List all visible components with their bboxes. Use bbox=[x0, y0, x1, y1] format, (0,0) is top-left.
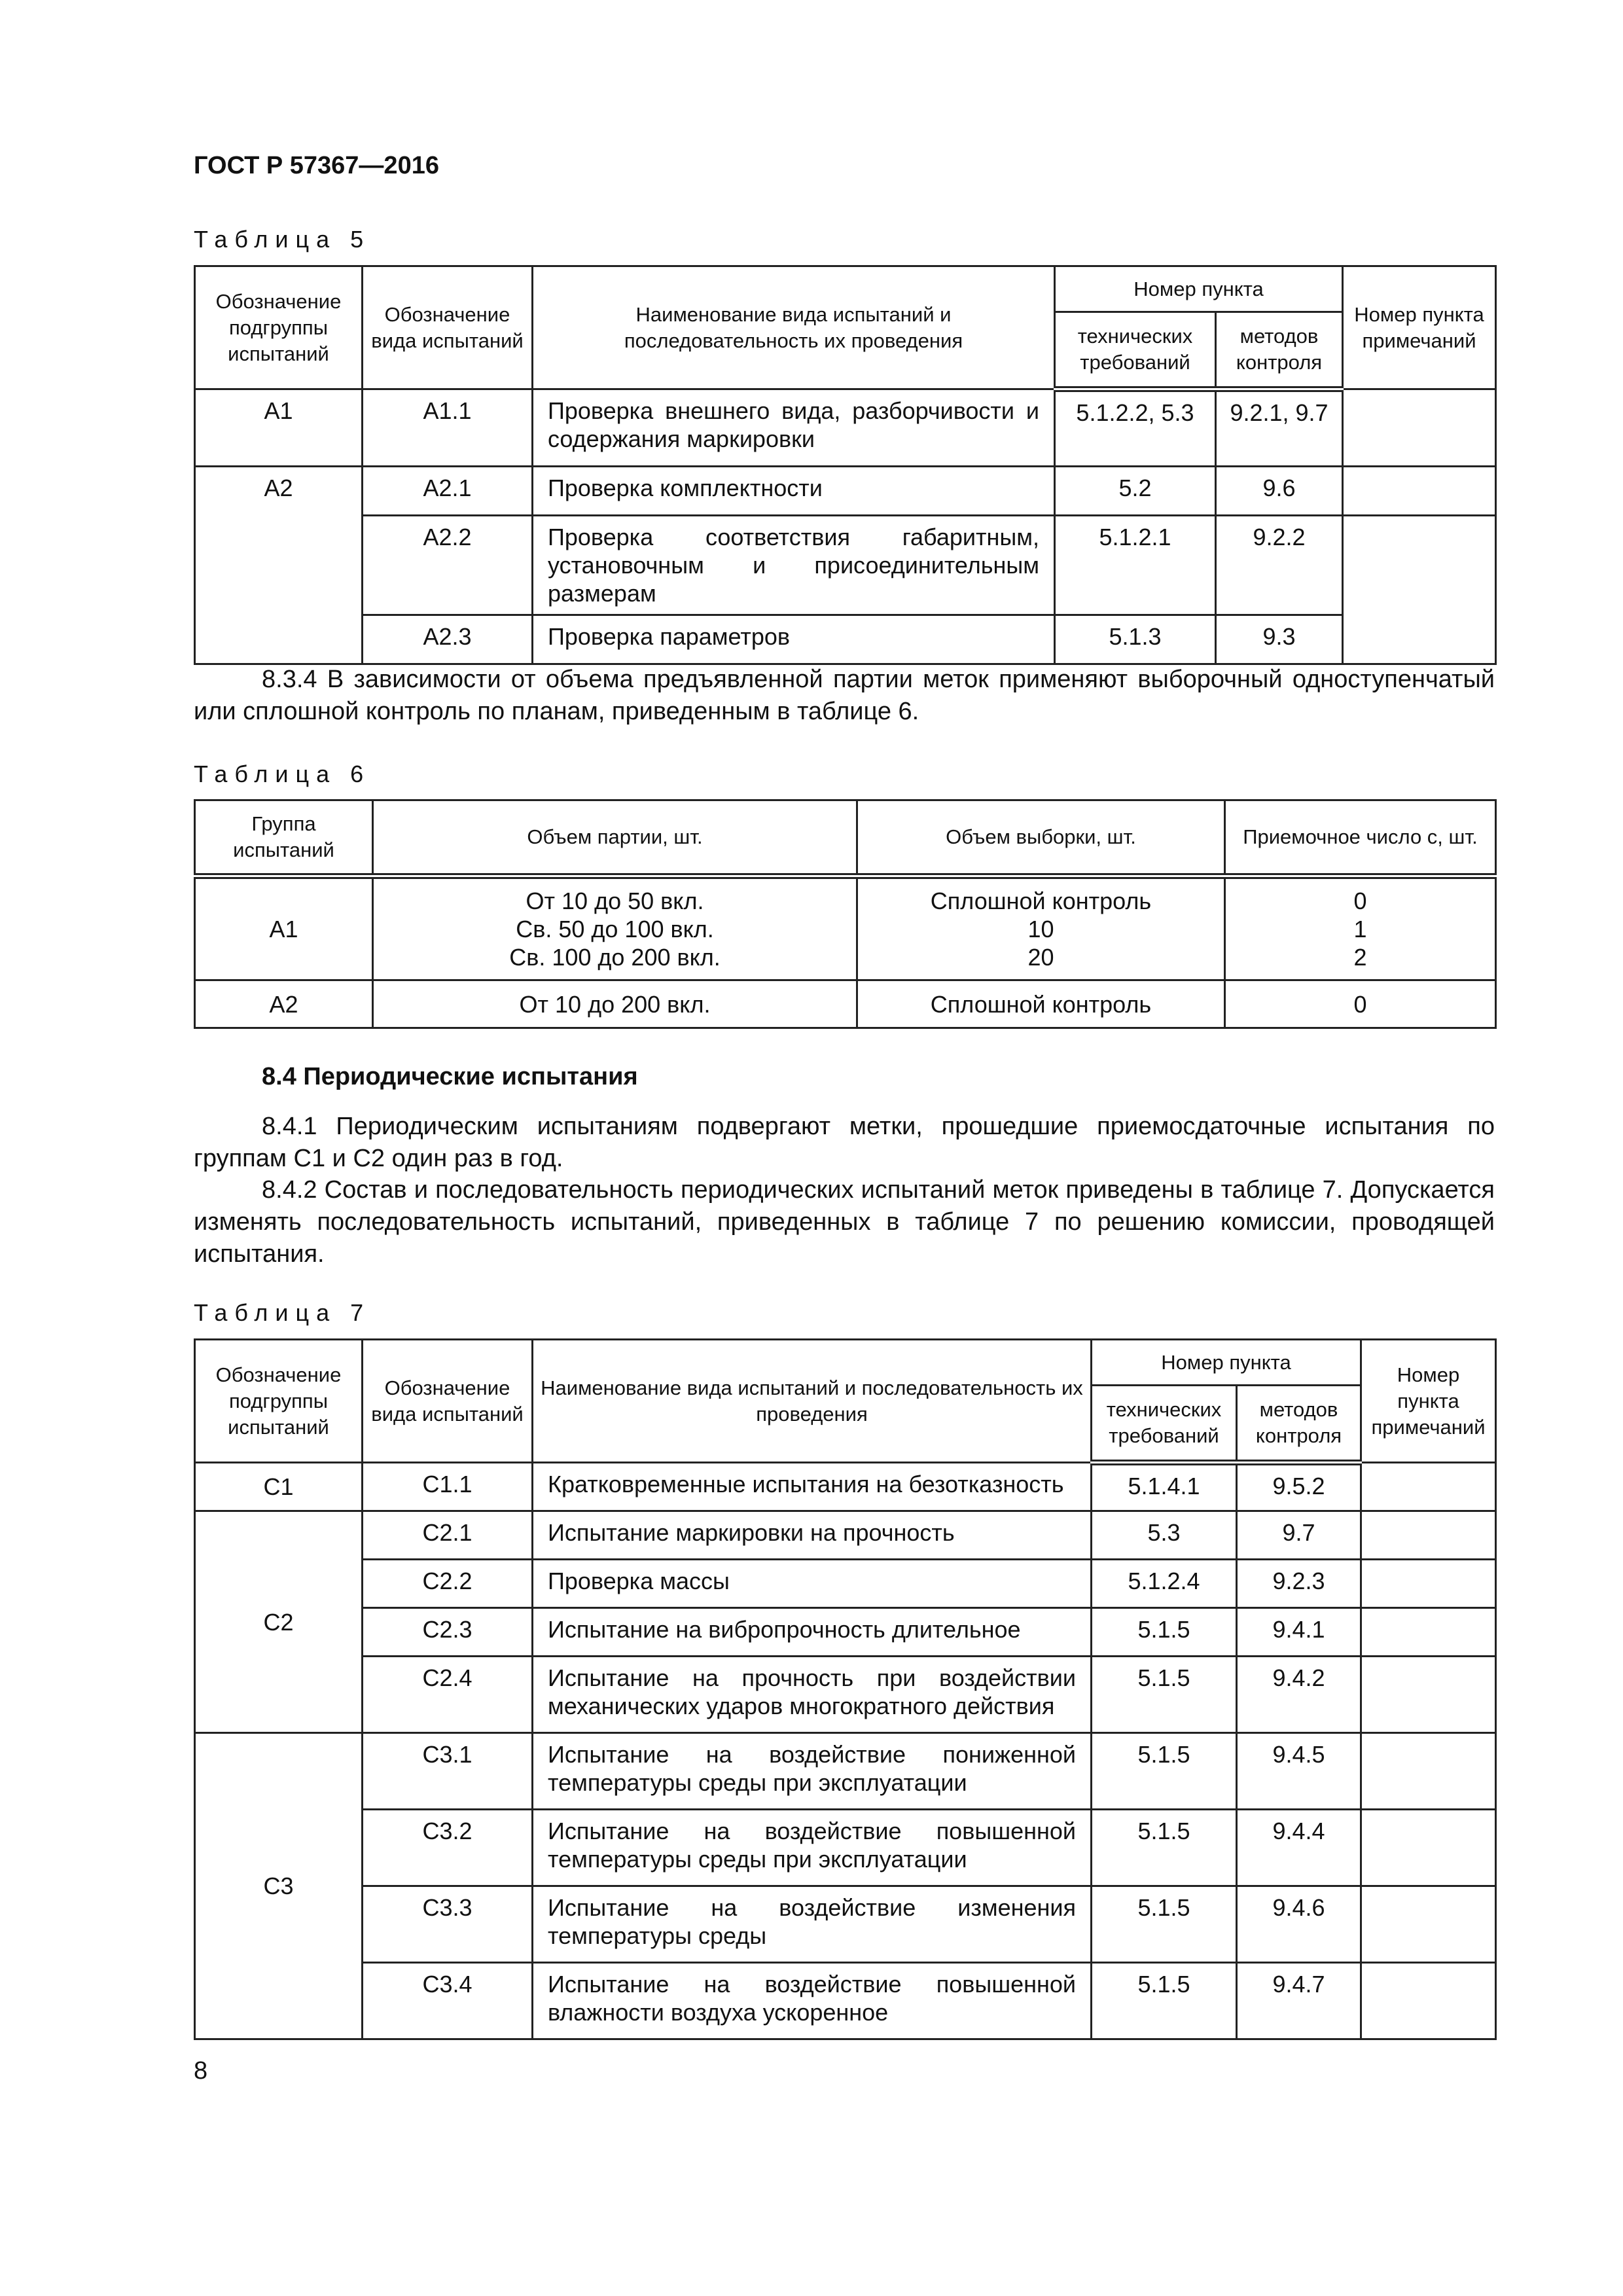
cell-name: Испытание на вибропрочность длительное bbox=[533, 1608, 1092, 1657]
cell-group: А1 bbox=[195, 389, 363, 467]
sample-line: 20 bbox=[1027, 944, 1054, 971]
cell-methods: 9.2.2 bbox=[1216, 516, 1343, 615]
cell-note bbox=[1343, 389, 1496, 467]
table7-header-tech: технических требований bbox=[1092, 1386, 1237, 1463]
cell-note bbox=[1361, 1963, 1496, 2039]
cell-methods: 9.4.6 bbox=[1237, 1886, 1361, 1963]
table-row bbox=[195, 1810, 1496, 1886]
cell-name: Испытание на прочность при воздействии механических ударов многократного действия bbox=[533, 1657, 1092, 1733]
table6-caption: Таблица 6 bbox=[194, 761, 371, 787]
table5-header-note: Номер пункта примечаний bbox=[1343, 266, 1496, 389]
table-row bbox=[195, 615, 1496, 664]
cell-group: А1 bbox=[195, 876, 373, 980]
cell-methods: 9.7 bbox=[1237, 1511, 1361, 1560]
cell-name: Испытание на воздействие повышенной температуры среды при эксплуатации bbox=[533, 1810, 1092, 1886]
lot-line: Св. 50 до 100 вкл. bbox=[516, 916, 714, 942]
table-row bbox=[195, 1963, 1496, 2039]
cell-note bbox=[1361, 1733, 1496, 1810]
table-row bbox=[195, 1886, 1496, 1963]
cell-code: А2.1 bbox=[363, 467, 533, 516]
cell-code: С3.2 bbox=[363, 1810, 533, 1886]
table-row bbox=[195, 1733, 1496, 1810]
cell-tech: 5.1.5 bbox=[1092, 1810, 1237, 1886]
cell-note bbox=[1361, 1886, 1496, 1963]
cell-group: А2 bbox=[195, 980, 373, 1028]
paragraph-8-4-1-text: 8.4.1 Периодическим испытаниям подвергают метки, прошедшие приемосдаточные испытания по группам С1 и С2 один раз в год. bbox=[194, 1113, 1495, 1172]
cell-group: С3 bbox=[195, 1733, 363, 2039]
table5-header-methods: методов контроля bbox=[1216, 312, 1343, 389]
lot-line: От 10 до 50 вкл. bbox=[526, 888, 704, 914]
cell-note bbox=[1361, 1463, 1496, 1511]
cell-methods: 9.5.2 bbox=[1237, 1463, 1361, 1511]
cell-tech: 5.1.5 bbox=[1092, 1733, 1237, 1810]
accept-line: 0 bbox=[1353, 888, 1367, 914]
cell-tech: 5.1.2.2, 5.3 bbox=[1055, 389, 1216, 467]
cell-methods: 9.4.4 bbox=[1237, 1810, 1361, 1886]
table7-caption: Таблица 7 bbox=[194, 1299, 371, 1326]
cell-code: С2.2 bbox=[363, 1560, 533, 1608]
cell-tech: 5.1.5 bbox=[1092, 1886, 1237, 1963]
table-row bbox=[195, 1511, 1496, 1560]
cell-sample bbox=[857, 876, 1225, 980]
cell-code: С2.1 bbox=[363, 1511, 533, 1560]
cell-code: С3.1 bbox=[363, 1733, 533, 1810]
lot-line: Св. 100 до 200 вкл. bbox=[509, 944, 721, 971]
table-row bbox=[195, 1657, 1496, 1733]
table5-caption: Таблица 5 bbox=[194, 226, 371, 253]
page-number: 8 bbox=[194, 2057, 208, 2085]
cell-name: Испытание на воздействие пониженной температуры среды при эксплуатации bbox=[533, 1733, 1092, 1810]
table5-header-name: Наименование вида испытаний и последовательность их проведения bbox=[533, 266, 1055, 389]
cell-code: А2.3 bbox=[363, 615, 533, 664]
cell-tech: 5.1.5 bbox=[1092, 1963, 1237, 2039]
cell-name: Проверка параметров bbox=[533, 615, 1055, 664]
cell-name: Испытание на воздействие повышенной влажности воздуха ускоренное bbox=[533, 1963, 1092, 2039]
cell-code: С3.3 bbox=[363, 1886, 533, 1963]
table7-header-subgroup: Обозначение подгруппы испытаний bbox=[195, 1340, 363, 1463]
cell-note bbox=[1361, 1511, 1496, 1560]
document-header: ГОСТ Р 57367—2016 bbox=[194, 152, 439, 179]
table-row bbox=[195, 389, 1496, 467]
table-7 bbox=[194, 1338, 1497, 2040]
cell-tech: 5.1.3 bbox=[1055, 615, 1216, 664]
table5-header-kind: Обозначение вида испытаний bbox=[363, 266, 533, 389]
cell-group: А2 bbox=[195, 467, 363, 664]
table7-header-kind: Обозначение вида испытаний bbox=[363, 1340, 533, 1463]
cell-accept bbox=[1225, 876, 1496, 980]
cell-methods: 9.3 bbox=[1216, 615, 1343, 664]
table5-header-point: Номер пункта bbox=[1055, 266, 1343, 312]
paragraph-8-3-4-text: 8.3.4 В зависимости от объема предъявленной партии меток применяют выборочный одноступенчатый или сплошной контроль по планам, приведенным в таблице 6. bbox=[194, 666, 1495, 725]
cell-code: А2.2 bbox=[363, 516, 533, 615]
table7-header-name: Наименование вида испытаний и последовательность их проведения bbox=[533, 1340, 1092, 1463]
accept-line: 1 bbox=[1353, 916, 1367, 942]
paragraph-8-3-4 bbox=[194, 664, 1495, 728]
cell-sample: Сплошной контроль bbox=[857, 980, 1225, 1028]
section-title-8-4: 8.4 Периодические испытания bbox=[262, 1063, 638, 1090]
cell-note bbox=[1361, 1657, 1496, 1733]
cell-tech: 5.2 bbox=[1055, 467, 1216, 516]
cell-name: Проверка соответствия габаритным, установочным и присоединительным размерам bbox=[533, 516, 1055, 615]
cell-code: С2.3 bbox=[363, 1608, 533, 1657]
paragraph-8-4-2 bbox=[194, 1174, 1495, 1270]
cell-methods: 9.2.1, 9.7 bbox=[1216, 389, 1343, 467]
table-row bbox=[195, 1560, 1496, 1608]
cell-group: С2 bbox=[195, 1511, 363, 1733]
table7-header-point: Номер пункта bbox=[1092, 1340, 1361, 1386]
cell-note bbox=[1343, 516, 1496, 664]
cell-tech: 5.1.4.1 bbox=[1092, 1463, 1237, 1511]
cell-tech: 5.3 bbox=[1092, 1511, 1237, 1560]
accept-line: 2 bbox=[1353, 944, 1367, 971]
cell-lot: От 10 до 200 вкл. bbox=[373, 980, 857, 1028]
table7-header-note: Номер пункта примечаний bbox=[1361, 1340, 1496, 1463]
table5-header-subgroup: Обозначение подгруппы испытаний bbox=[195, 266, 363, 389]
cell-name: Испытание маркировки на прочность bbox=[533, 1511, 1092, 1560]
table-5 bbox=[194, 265, 1497, 665]
cell-name: Проверка массы bbox=[533, 1560, 1092, 1608]
table7-header-methods: методов контроля bbox=[1237, 1386, 1361, 1463]
table5-header-tech: технических требований bbox=[1055, 312, 1216, 389]
table6-header-accept: Приемочное число с, шт. bbox=[1225, 800, 1496, 876]
cell-name: Проверка комплектности bbox=[533, 467, 1055, 516]
table-row bbox=[195, 980, 1496, 1028]
cell-note bbox=[1343, 467, 1496, 516]
cell-note bbox=[1361, 1810, 1496, 1886]
cell-code: С1.1 bbox=[363, 1463, 533, 1511]
table-row bbox=[195, 876, 1496, 980]
cell-code: А1.1 bbox=[363, 389, 533, 467]
cell-note bbox=[1361, 1560, 1496, 1608]
cell-tech: 5.1.2.1 bbox=[1055, 516, 1216, 615]
paragraph-8-4-2-text: 8.4.2 Состав и последовательность периодических испытаний меток приведены в таблице 7. Допускается изменять последовательность испытаний, приведенных в таблице 7 по решению комиссии, проводящей испытания. bbox=[194, 1176, 1495, 1268]
cell-group: С1 bbox=[195, 1463, 363, 1511]
cell-methods: 9.6 bbox=[1216, 467, 1343, 516]
sample-line: Сплошной контроль bbox=[930, 888, 1152, 914]
table-row bbox=[195, 516, 1496, 615]
cell-lot bbox=[373, 876, 857, 980]
cell-name: Испытание на воздействие изменения температуры среды bbox=[533, 1886, 1092, 1963]
cell-methods: 9.4.2 bbox=[1237, 1657, 1361, 1733]
cell-methods: 9.2.3 bbox=[1237, 1560, 1361, 1608]
table-row bbox=[195, 1463, 1496, 1511]
table6-header-sample: Объем выборки, шт. bbox=[857, 800, 1225, 876]
cell-tech: 5.1.2.4 bbox=[1092, 1560, 1237, 1608]
paragraph-8-4-1 bbox=[194, 1111, 1495, 1175]
cell-methods: 9.4.1 bbox=[1237, 1608, 1361, 1657]
cell-note bbox=[1361, 1608, 1496, 1657]
cell-code: С3.4 bbox=[363, 1963, 533, 2039]
cell-name: Проверка внешнего вида, разборчивости и содержания маркировки bbox=[533, 389, 1055, 467]
cell-tech: 5.1.5 bbox=[1092, 1657, 1237, 1733]
cell-name: Кратковременные испытания на безотказность bbox=[533, 1463, 1092, 1511]
sample-line: 10 bbox=[1027, 916, 1054, 942]
cell-code: С2.4 bbox=[363, 1657, 533, 1733]
table6-header-lot: Объем партии, шт. bbox=[373, 800, 857, 876]
cell-accept: 0 bbox=[1225, 980, 1496, 1028]
cell-tech: 5.1.5 bbox=[1092, 1608, 1237, 1657]
table-row bbox=[195, 1608, 1496, 1657]
cell-methods: 9.4.5 bbox=[1237, 1733, 1361, 1810]
table-6 bbox=[194, 799, 1497, 1029]
cell-methods: 9.4.7 bbox=[1237, 1963, 1361, 2039]
table6-header-group: Группа испытаний bbox=[195, 800, 373, 876]
table-row bbox=[195, 467, 1496, 516]
